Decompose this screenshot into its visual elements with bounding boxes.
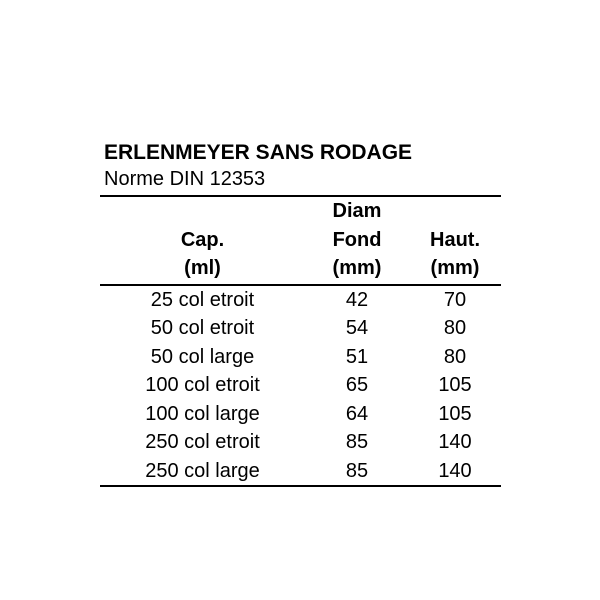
cell-diameter: 85 xyxy=(345,431,369,453)
header-height-unit: (mm) xyxy=(430,257,480,279)
header-height xyxy=(409,197,501,285)
cell-diameter: 64 xyxy=(345,402,369,425)
document-title: ERLENMEYER SANS RODAGE xyxy=(104,141,413,164)
cell-height: 140 xyxy=(409,457,501,487)
spec-sheet xyxy=(100,140,501,487)
table-row xyxy=(100,285,501,315)
document-subtitle: Norme DIN 12353 xyxy=(104,168,266,190)
cell-diameter: 85 xyxy=(305,457,409,487)
cell-capacity: 250 col large xyxy=(100,457,305,487)
cell-height: 70 xyxy=(443,288,467,311)
header-diameter xyxy=(305,197,409,285)
cell-capacity: 100 col etroit xyxy=(145,374,260,396)
cell-diameter: 42 xyxy=(345,288,369,311)
table-row xyxy=(100,428,501,457)
cell-diameter: 51 xyxy=(345,345,369,368)
cell-capacity: 25 col etroit xyxy=(150,288,255,311)
table-row xyxy=(100,400,501,429)
cell-capacity: 100 col large xyxy=(145,402,260,425)
cell-diameter: 54 xyxy=(345,317,369,339)
table-row xyxy=(100,457,501,487)
cell-capacity: 250 col etroit xyxy=(145,431,260,453)
table-row xyxy=(100,343,501,372)
header-capacity xyxy=(100,197,305,285)
header-diameter-unit: (mm) xyxy=(332,257,382,279)
header-capacity-unit: (ml) xyxy=(184,257,221,279)
table-row xyxy=(100,371,501,400)
header-diameter-line: Fond xyxy=(332,228,382,251)
header-row xyxy=(100,197,501,285)
table-row xyxy=(100,314,501,343)
header-height-line: Haut. xyxy=(430,228,480,251)
cell-height: 105 xyxy=(438,402,472,425)
dimensions-table xyxy=(100,195,501,487)
header-capacity-line: Cap. xyxy=(180,228,225,251)
table-body xyxy=(100,285,501,487)
cell-capacity: 50 col large xyxy=(150,345,255,368)
header-diameter-line: Diam xyxy=(332,200,382,222)
cell-diameter: 65 xyxy=(345,374,369,396)
cell-height: 80 xyxy=(443,317,467,339)
cell-height: 140 xyxy=(438,431,472,453)
cell-capacity: 50 col etroit xyxy=(150,317,255,339)
table-header xyxy=(100,196,501,285)
cell-height: 105 xyxy=(438,374,472,396)
cell-height: 80 xyxy=(443,345,467,368)
